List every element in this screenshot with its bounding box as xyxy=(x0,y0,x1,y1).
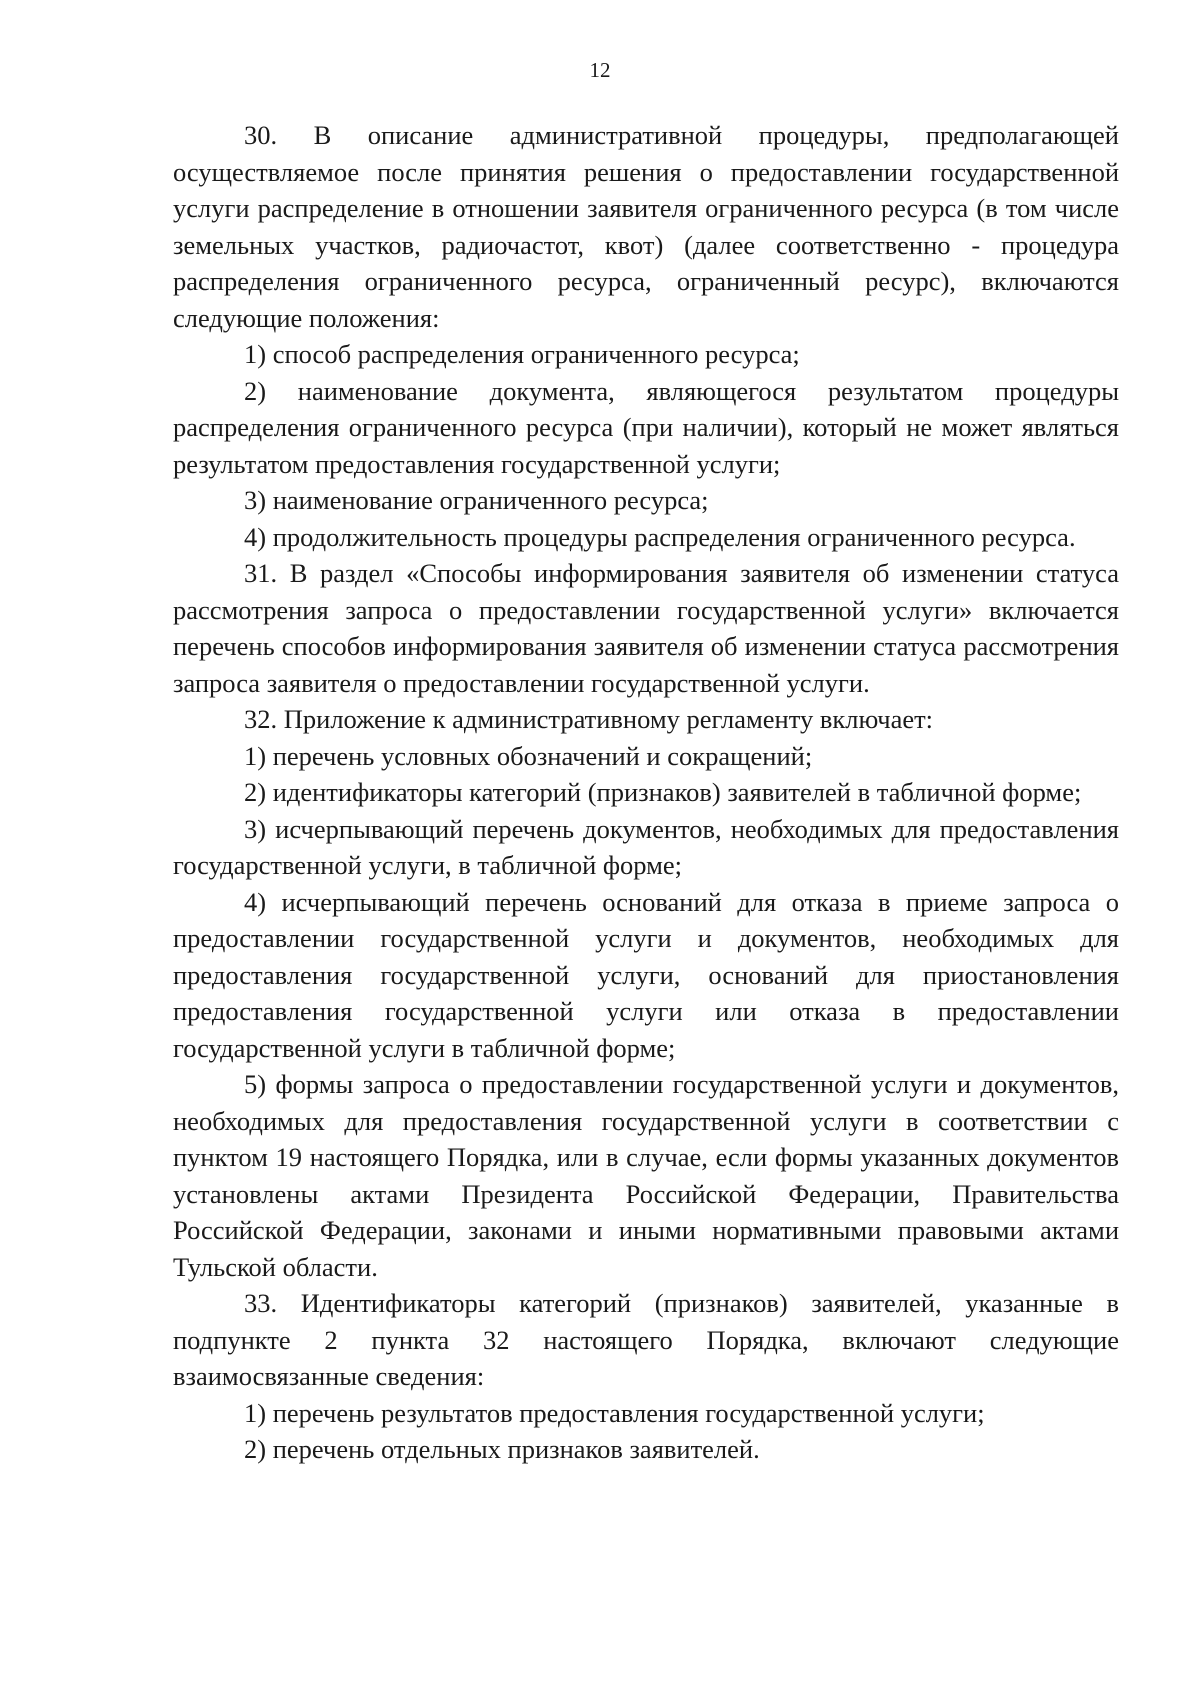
paragraph-30-item-1: 1) способ распределения ограниченного ресурса; xyxy=(244,339,800,369)
paragraph-32-item-4: 4) исчерпывающий перечень оснований для отказа в приеме запроса о предоставлении государственной услуги и документов, необходимых для предоставления государственной услуги, оснований для приостановления предоставления государственной услуги или отказа в предоставлении государственной услуги в табличной форме; xyxy=(173,886,1119,1063)
paragraph-32: 32. Приложение к административному регламенту включает: xyxy=(244,704,934,734)
paragraph-30-item-4: 4) продолжительность процедуры распределения ограниченного ресурса. xyxy=(244,521,1076,552)
paragraph-32-item-2: 2) идентификаторы категорий (признаков) заявителей в табличной форме; xyxy=(244,777,1082,807)
paragraph-30-item-3: 3) наименование ограниченного ресурса; xyxy=(244,485,709,515)
paragraph-32-item-3: 3) исчерпывающий перечень документов, необходимых для предоставления государственной услуги, в табличной форме; xyxy=(173,813,1119,880)
paragraph-33: 33. Идентификаторы категорий (признаков) заявителей, указанные в подпункте 2 пункта 32 настоящего Порядка, включают следующие взаимосвязанные сведения: xyxy=(173,1288,1119,1391)
paragraph-30: 30. В описание административной процедуры, предполагающей осуществляемое после принятия решения о предоставлении государственной услуги распределение в отношении заявителя ограниченного ресурса (в том числе земельных участков, радиочастот, квот) (далее соответственно - процедура распределения ограниченного ресурса, ограниченный ресурс), включаются следующие положения: xyxy=(173,120,1119,333)
paragraph-31: 31. В раздел «Способы информирования заявителя об изменении статуса рассмотрения запроса о предоставлении государственной услуги» включается перечень способов информирования заявителя об изменении статуса рассмотрения запроса заявителя о предоставлении государственной услуги. xyxy=(173,558,1119,698)
paragraph-32-item-1: 1) перечень условных обозначений и сокращений; xyxy=(244,740,813,771)
paragraph-33-item-2: 2) перечень отдельных признаков заявителей. xyxy=(244,1434,760,1464)
paragraph-30-item-2: 2) наименование документа, являющегося результатом процедуры распределения ограниченного ресурса (при наличии), который не может являться результатом предоставления государственной услуги; xyxy=(173,375,1119,479)
document-body xyxy=(173,117,1119,1468)
page-number: 12 xyxy=(589,58,611,82)
paragraph-32-item-5: 5) формы запроса о предоставлении государственной услуги и документов, необходимых для предоставления государственной услуги в соответствии с пунктом 19 настоящего Порядка, или в случае, если формы указанных документов установлены актами Президента Российской Федерации, Правительства Российской Федерации, законами и иными нормативными правовыми актами Тульской области. xyxy=(173,1069,1119,1282)
paragraph-33-item-1: 1) перечень результатов предоставления государственной услуги; xyxy=(244,1397,985,1428)
